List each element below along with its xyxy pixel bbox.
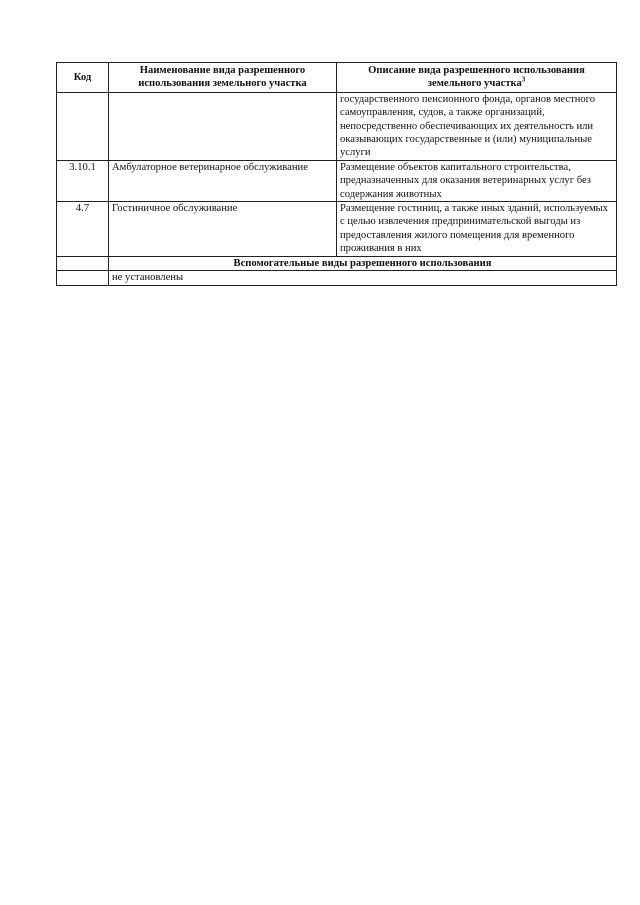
row-code — [57, 92, 109, 160]
auxiliary-section-title: Вспомогательные виды разрешенного использования — [109, 256, 617, 270]
row-code — [57, 271, 109, 285]
row-name: Гостиничное обслуживание — [109, 202, 337, 257]
footnote-marker: 3 — [521, 75, 526, 84]
row-description: государственного пенсионного фонда, органов местного самоуправления, судов, а также организаций, непосредственно обеспечивающих их деятельность или оказывающих государственные и (или) муниципальные услуги — [337, 92, 617, 160]
row-description: Размещение объектов капитального строительства, предназначенных для оказания ветеринарных услуг без содержания животных — [337, 160, 617, 201]
header-description — [337, 63, 617, 93]
header-description-text: Описание вида разрешенного использования земельного участка — [368, 65, 585, 90]
table-row — [57, 271, 617, 285]
table-row — [57, 160, 617, 201]
aux-title-code-cell — [57, 256, 109, 270]
header-code: Код — [57, 63, 109, 93]
auxiliary-row-text: не установлены — [109, 271, 617, 285]
row-name: Амбулаторное ветеринарное обслуживание — [109, 160, 337, 201]
table-header-row — [57, 63, 617, 93]
row-description: Размещение гостиниц, а также иных зданий, используемых с целью извлечения предпринимательской выгоды из предоставления жилого помещения для временного проживания в них — [337, 202, 617, 257]
header-name: Наименование вида разрешенного использования земельного участка — [109, 63, 337, 93]
row-code: 3.10.1 — [57, 160, 109, 201]
auxiliary-section-row — [57, 256, 617, 270]
row-name — [109, 92, 337, 160]
table-row — [57, 92, 617, 160]
table-row — [57, 202, 617, 257]
land-use-table — [56, 62, 617, 286]
row-code: 4.7 — [57, 202, 109, 257]
